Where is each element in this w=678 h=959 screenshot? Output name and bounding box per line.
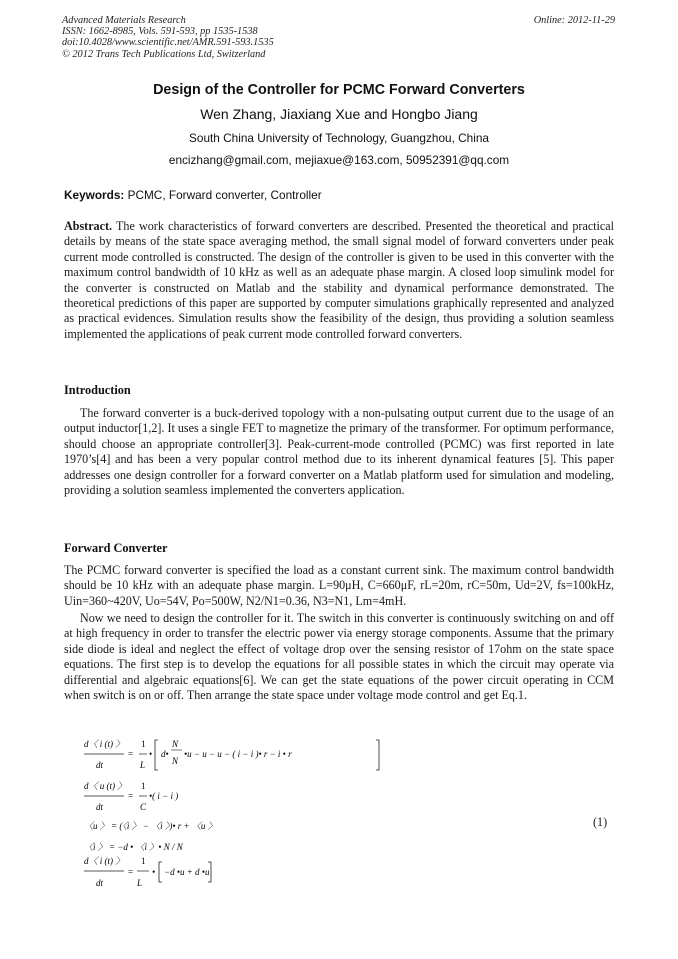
journal-copyright: © 2012 Trans Tech Publications Ltd, Switzerland <box>62 48 266 60</box>
svg-text:d•: d• <box>161 749 169 759</box>
journal-issn: ISSN: 1662-8985, Vols. 591-593, pp 1535-1538 <box>62 26 258 38</box>
keywords <box>64 188 322 202</box>
keywords-text: PCMC, Forward converter, Controller <box>124 188 322 202</box>
eq1-frac-num: 1 <box>141 739 146 749</box>
journal-doi: doi:10.4028/www.scientific.net/AMR.591-593.1535 <box>62 37 274 49</box>
paper-emails: encizhang@gmail.com, mejiaxue@163.com, 50952391@qq.com <box>168 153 510 167</box>
svg-text:=: = <box>128 867 134 877</box>
introduction-heading: Introduction <box>64 383 131 397</box>
eq5-frac-den: L <box>137 878 143 888</box>
journal-name: Advanced Materials Research <box>62 15 186 26</box>
eq1-frac-den: L <box>140 760 146 770</box>
svg-text:=: = <box>128 749 134 759</box>
abstract <box>64 219 614 342</box>
eq5-derivative-num: d〈 i (t) 〉 <box>84 856 125 866</box>
eq2-frac-num: 1 <box>141 781 146 791</box>
svg-text:=: = <box>128 791 134 801</box>
eq3: 〈u 〉 = (〈i 〉 − 〈i 〉)• r + 〈u 〉 <box>84 821 217 831</box>
journal-header <box>62 15 617 60</box>
forward-converter-spec: The PCMC forward converter is specified the load as a constant current sink. The maximum control bandwidth should be 10 kHz with an adequate phase margin. L=90μH, C=660μF, rL=20m, rC=50m, Ud=2V, fs=100kHz, Uin=360~420V, Uo=54V, Po=500W, N2/N1=0.36, N3=N1, Lm=4mH. <box>64 563 614 608</box>
eq2-frac-den: C <box>140 802 147 812</box>
equation-number: (1) <box>593 815 608 829</box>
abstract-label: Abstract. <box>64 219 113 233</box>
svg-text:•u − u − u − ( i − i )•: •u − u − u − ( i − i )• r − i • r <box>184 749 292 759</box>
abstract-text: The work characteristics of forward converters are described. Presented the theoretical and practical details by means of the state space averaging method, the small signal model of forward converters under peak current mode controlled is constructed. The design of the controller is given to be used in this converter with the maximum control bandwidth of 10 kHz as well as an adequate phase margin. A closed loop simulink model for the converter is constructed on Matlab and the stability and dynamical performance demonstrated. The theoretical predictions of this paper are supported by computer simulations graphically represented and analyzed as practical evidences. Simulation results show the feasibility of the design, thus providing a solution seamless implemented the applications of peak current mode controlled forward converters. <box>64 219 614 341</box>
eq1-derivative-num: d〈 i (t) 〉 <box>84 739 125 749</box>
paper-affiliation: South China University of Technology, Guangzhou, China <box>189 131 489 145</box>
forward-converter-text: Now we need to design the controller for it. The switch in this converter is continuously switching on and off at high frequency in order to transfer the electric power via energy storage components. Assume that the primary side diode is ideal and neglect the effect of voltage drop over the sensing resistor of 17ohm on the state space equations. The first step is to develop the equations for all possible states in which the circuit may operate via differential and algebraic equations[6]. We can get the state equations of the power circuit operating in CCM when switch is on or off. Then arrange the state space under voltage mode control and get Eq.1. <box>64 611 614 703</box>
svg-text:•: • <box>152 867 156 877</box>
eq2-derivative-den: dt <box>96 802 104 812</box>
keywords-label: Keywords: <box>64 188 125 202</box>
paper-authors: Wen Zhang, Jiaxiang Xue and Hongbo Jiang <box>200 106 478 122</box>
svg-text:N: N <box>172 756 179 766</box>
equation-graphic <box>84 738 614 898</box>
svg-text:•( i − i ): •( i − i ) <box>149 791 179 801</box>
svg-text:N: N <box>172 739 179 749</box>
introduction-text: The forward converter is a buck-derived topology with a non-pulsating output current due to the usage of an output inductor[1,2]. It uses a single FET to magnetize the primary of the transformer. For optimum performance, should choose an appropriate controller[3]. Peak-current-mode controlled (PCMC) was first reported in late 1970’s[4] and has been a very popular control method due to its inherent dynamical features [5]. This paper addresses one design controller for a forward converter on a Matlab platform used for simulation and modeling, providing a solution seamless implemented the converters application. <box>64 406 614 498</box>
eq5-derivative-den: dt <box>96 878 104 888</box>
online-date: Online: 2012-11-29 <box>533 15 615 26</box>
svg-text:−d •u + d •u: −d •u + d •u <box>164 867 210 877</box>
equation-1 <box>84 738 614 898</box>
svg-text:•: • <box>149 749 153 759</box>
eq2-derivative-num: d〈 u (t) 〉 <box>84 781 127 791</box>
eq1-derivative-den: dt <box>96 760 104 770</box>
paper-title: Design of the Controller for PCMC Forward Converters <box>153 82 525 98</box>
forward-converter-heading: Forward Converter <box>64 541 168 555</box>
eq4: 〈i 〉 = −d • 〈i 〉• N / N <box>84 842 183 852</box>
eq5-frac-num: 1 <box>141 856 146 866</box>
